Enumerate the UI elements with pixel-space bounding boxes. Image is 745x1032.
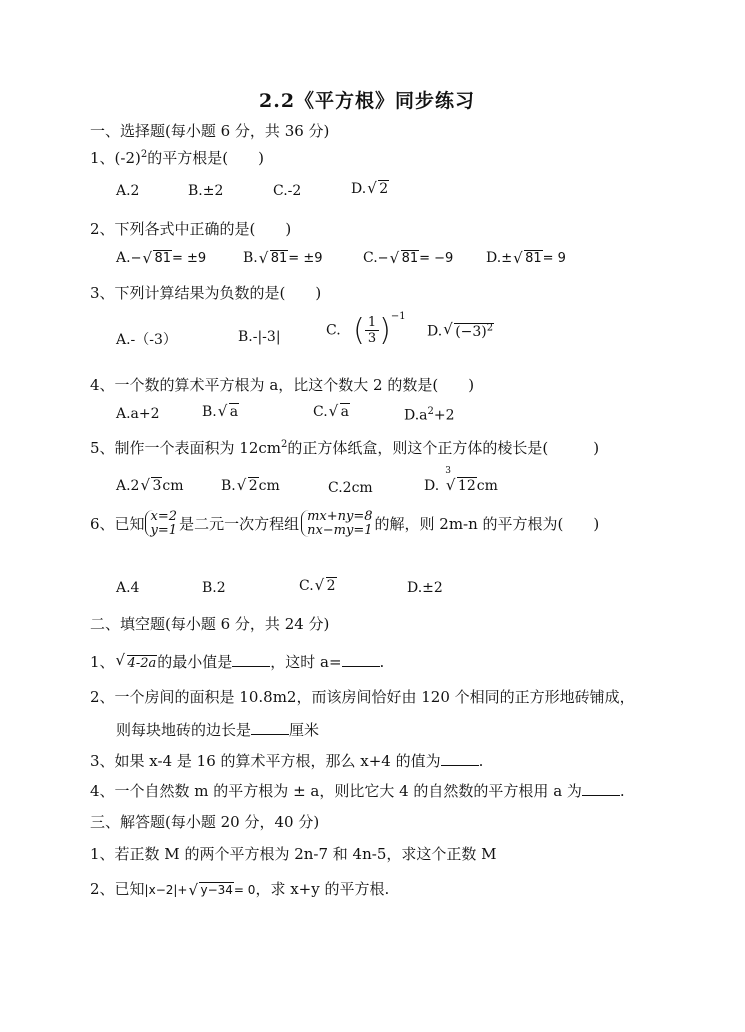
f3-pre: 3、如果 x-4 是 16 的算术平方根，那么 x+4 的值为 xyxy=(90,752,441,770)
sqrt-symbol xyxy=(116,653,158,671)
q1-post: 的平方根是( ) xyxy=(147,149,264,167)
question-5 xyxy=(90,437,599,458)
q5-b-radicand: 2 xyxy=(248,478,258,494)
sqrt-symbol xyxy=(140,478,162,494)
sqrt-symbol xyxy=(443,322,494,340)
q1-d-label: D. xyxy=(351,181,367,197)
q6-system-2 xyxy=(301,510,372,537)
f4-pre: 4、一个自然数 m 的平方根为 ± a，则比它大 4 的自然数的平方根用 a 为 xyxy=(90,782,582,800)
q2-a-result: = ±9 xyxy=(172,251,207,266)
q6-s1-line2: y=1 xyxy=(150,522,178,538)
q4-c-radicand: a xyxy=(340,404,350,420)
s2-post: ，求 x+y 的平方根. xyxy=(255,880,390,898)
q6-option-c xyxy=(299,578,337,594)
q5-sup: 2 xyxy=(281,439,288,450)
sqrt-symbol xyxy=(142,251,172,266)
q5-b-label: B. xyxy=(221,478,236,494)
s2-radicand: y−34 xyxy=(200,883,233,897)
f2-pre: 则每块地砖的边长是 xyxy=(116,721,252,739)
question-4: 4、一个数的算术平方根为 a，比这个数大 2 的数是( ) xyxy=(90,376,475,394)
q3-d-label: D. xyxy=(427,323,443,340)
f2-post: 厘米 xyxy=(289,721,320,739)
q1-option-c: C.-2 xyxy=(273,183,302,199)
answer-blank[interactable] xyxy=(582,781,620,796)
left-paren: ( xyxy=(353,313,365,348)
q6-mid: 是二元一次方程组 xyxy=(179,515,300,534)
sqrt-symbol xyxy=(188,883,233,897)
q2-d-label: D. xyxy=(486,250,502,266)
answer-blank[interactable] xyxy=(441,751,479,766)
q2-d-radicand: 81 xyxy=(525,251,542,266)
q5-option-a xyxy=(116,478,184,494)
sqrt-symbol xyxy=(513,251,543,266)
f1-radicand: 4-2a xyxy=(127,656,157,671)
fill-2-line1: 2、一个房间的面积是 10.8m2，而该房间恰好由 120 个相同的正方形地砖铺成， xyxy=(90,688,635,706)
q3-d-radicand: (−3) xyxy=(455,323,487,340)
section-header-fill: 二、填空题(每小题 6 分，共 24 分) xyxy=(90,615,330,633)
q4-c-label: C. xyxy=(313,404,328,420)
q5-d-root-index: 3 xyxy=(445,466,451,476)
q6-c-label: C. xyxy=(299,578,314,594)
q4-d-exponent: 2 xyxy=(427,406,434,417)
q2-c-result: = −9 xyxy=(419,251,454,266)
q3-option-b: B.-|-3| xyxy=(238,329,281,345)
solve-1: 1、若正数 M 的两个平方根为 2n-7 和 4n-5，求这个正数 M xyxy=(90,845,497,863)
q6-s2-line1: mx+ny=8 xyxy=(307,509,373,524)
q5-option-c: C.2cm xyxy=(328,480,373,496)
solve-2 xyxy=(90,878,389,899)
q2-a-label: A. xyxy=(116,250,131,266)
f1-end: . xyxy=(379,653,385,671)
q3-exponent: −1 xyxy=(390,310,406,322)
sqrt-symbol xyxy=(390,251,420,266)
q6-option-b: B.2 xyxy=(202,580,226,596)
f3-end: . xyxy=(478,752,484,770)
q4-option-b xyxy=(202,404,239,420)
q5-b-unit: cm xyxy=(258,478,280,494)
q5-d-label: D. xyxy=(424,478,440,494)
q5-a-unit: cm xyxy=(162,478,184,494)
q4-option-a: A.a+2 xyxy=(116,406,160,422)
q2-c-label: C. xyxy=(363,250,378,266)
q2-c-sign: − xyxy=(377,251,389,266)
sqrt-symbol xyxy=(329,404,350,420)
q1-option-b: B.±2 xyxy=(188,183,224,199)
q2-a-sign: − xyxy=(130,251,142,266)
q5-option-b xyxy=(221,478,280,494)
q1-pre: 1、(-2) xyxy=(90,149,141,167)
answer-blank[interactable] xyxy=(232,652,270,667)
q2-a-radicand: 81 xyxy=(154,251,172,266)
fill-2-line2 xyxy=(116,719,319,740)
q2-c-radicand: 81 xyxy=(401,251,419,266)
q6-system-1 xyxy=(145,510,178,537)
q5-pre: 5、制作一个表面积为 12cm xyxy=(90,439,282,457)
q5-a-label: A.2 xyxy=(116,478,140,494)
sqrt-symbol xyxy=(237,478,259,494)
q1-sup: 2 xyxy=(140,149,148,160)
sqrt-symbol xyxy=(315,578,337,594)
q4-d-post: +2 xyxy=(433,407,455,424)
q2-d-result: = 9 xyxy=(542,251,566,266)
q3-d-exponent: 2 xyxy=(486,322,494,333)
question-2: 2、下列各式中正确的是( ) xyxy=(90,220,292,238)
q2-d-sign: ± xyxy=(501,251,513,266)
right-paren: ) xyxy=(379,313,391,348)
q2-option-a xyxy=(116,250,206,266)
q5-option-d xyxy=(424,466,498,494)
s2-eq: = 0 xyxy=(233,883,256,897)
question-3: 3、下列计算结果为负数的是( ) xyxy=(90,284,322,302)
q6-c-radicand: 2 xyxy=(326,578,336,594)
q5-a-radicand: 3 xyxy=(152,478,162,494)
f1-mid: 的最小值是 xyxy=(157,653,233,671)
q6-option-a: A.4 xyxy=(116,580,140,596)
q4-b-radicand: a xyxy=(229,404,239,420)
q3-c-label: C. xyxy=(326,322,341,339)
sqrt-symbol xyxy=(218,404,239,420)
answer-blank[interactable] xyxy=(342,652,380,667)
q6-option-d: D.±2 xyxy=(407,580,443,596)
q4-option-c xyxy=(313,404,350,420)
fill-1 xyxy=(90,651,384,672)
s2-pre: 2、已知 xyxy=(90,880,145,898)
q2-option-d xyxy=(486,250,566,266)
sqrt-symbol xyxy=(446,478,477,494)
sqrt-symbol xyxy=(367,181,389,197)
page-title: 2.2《平方根》同步练习 xyxy=(259,90,476,112)
q1-option-a: A.2 xyxy=(116,183,140,199)
q1-d-radicand: 2 xyxy=(379,181,389,197)
q2-option-c xyxy=(363,250,453,266)
q3-option-c xyxy=(326,310,406,348)
q3-denominator: 3 xyxy=(367,331,377,346)
q4-d-label: D.a xyxy=(404,407,428,424)
fill-3 xyxy=(90,750,483,771)
q2-option-b xyxy=(243,250,323,266)
q5-post: 的正方体纸盒，则这个正方体的棱长是( ) xyxy=(287,439,600,457)
q3-option-a: A.-（-3） xyxy=(116,332,177,348)
fill-4 xyxy=(90,780,625,801)
s2-abs: |x−2|+ xyxy=(144,883,188,897)
q6-post: 的解，则 2m-n 的平方根为( ) xyxy=(374,515,600,534)
q6-pre: 6、已知 xyxy=(90,515,145,534)
section-header-solve: 三、解答题(每小题 20 分，40 分) xyxy=(90,813,320,831)
question-6 xyxy=(90,510,599,537)
q4-b-label: B. xyxy=(202,404,217,420)
q5-d-radicand: 12 xyxy=(457,478,476,494)
question-1 xyxy=(90,147,264,168)
q3-fraction xyxy=(365,315,379,346)
q6-s2-line2: nx−my=1 xyxy=(307,522,373,538)
q3-option-d xyxy=(427,322,494,340)
f4-end: . xyxy=(619,782,625,800)
q2-b-result: = ±9 xyxy=(288,251,323,266)
section-header-choice: 一、选择题(每小题 6 分，共 36 分) xyxy=(90,122,330,140)
f1-pre: 1、 xyxy=(90,653,115,671)
q2-b-label: B. xyxy=(243,250,258,266)
q1-option-d xyxy=(351,181,389,197)
q3-numerator: 1 xyxy=(365,315,379,331)
q5-d-unit: cm xyxy=(476,478,498,494)
answer-blank[interactable] xyxy=(251,720,289,735)
sqrt-symbol xyxy=(259,251,289,266)
q4-option-d xyxy=(404,406,455,424)
q2-b-radicand: 81 xyxy=(270,251,288,266)
q6-s1-line1: x=2 xyxy=(150,509,178,524)
f1-mid2: ，这时 a= xyxy=(270,653,342,671)
